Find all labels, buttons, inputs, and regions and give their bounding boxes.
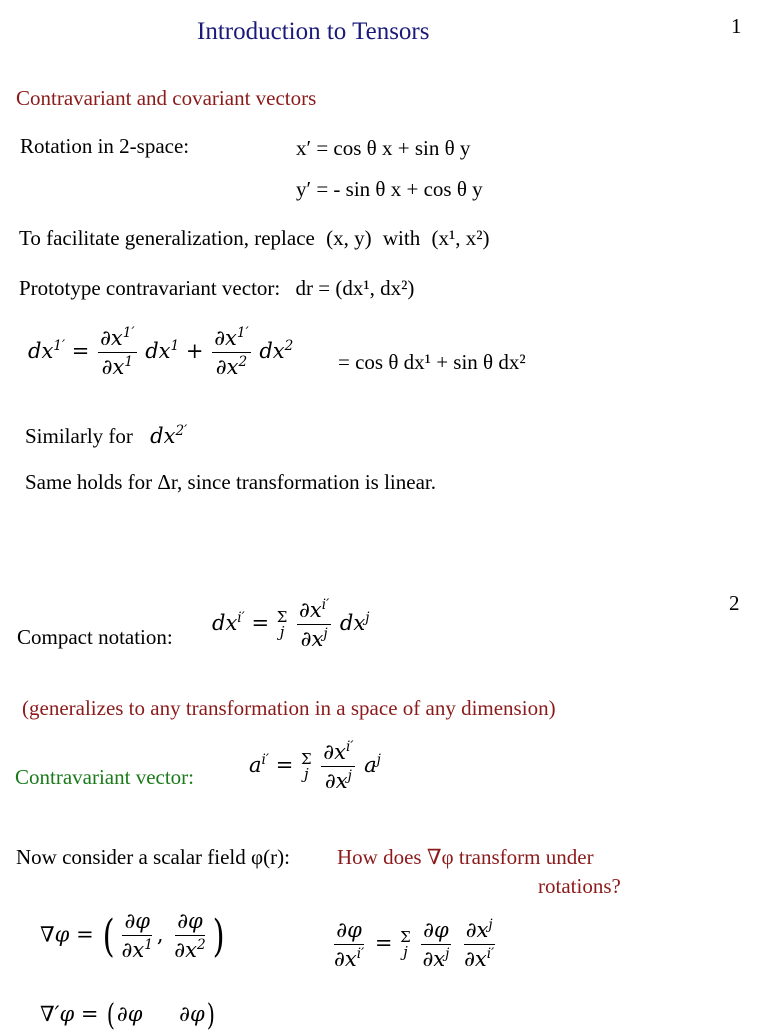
page-number-1: 1	[731, 14, 742, 38]
dx1-prime-equation: $dx^{1'}$ = $\frac{\partial x^{1'}}{\partial x^1}$ $dx^1$ + $\frac{\partial x^{1'}}{\partial x^2}$ $dx^2$	[28, 325, 294, 380]
page-title: Introduction to Tensors	[197, 18, 430, 45]
similarly-text: Similarly for	[25, 424, 133, 448]
dx1-result: = cos θ dx¹ + sin θ dx²	[338, 350, 526, 374]
dx2-prime-symbol: $dx^{2'}$	[150, 423, 188, 448]
generalize-to: (x¹, x²)	[431, 226, 490, 250]
prototype-equation: dr = (dx¹, dx²)	[295, 276, 415, 300]
generalize-from: (x, y)	[326, 226, 372, 250]
prototype-line	[19, 276, 414, 301]
generalize-line	[19, 226, 490, 251]
section-heading: Contravariant and covariant vectors	[16, 86, 317, 110]
question-line-1: How does ∇φ transform under	[337, 845, 594, 869]
rotation-label: Rotation in 2-space:	[20, 134, 190, 158]
scalar-field-text: Now consider a scalar field φ(r):	[16, 845, 290, 869]
rotation-equation-x: x′ = cos θ x + sin θ y	[296, 136, 471, 160]
gradient-prime-equation-partial: ∇′φ = (∂φ ∂φ)	[40, 998, 215, 1033]
generalize-text: To facilitate generalization, replace	[19, 226, 315, 250]
generalizes-note: (generalizes to any transformation in a space of any dimension)	[22, 696, 556, 720]
compact-equation: $dx^{i'}$ = Σ j $\frac{\partial x^{i'}}{\partial x^j}$ $dx^j$	[212, 597, 370, 652]
chain-rule-equation: $\frac{\partial\varphi}{\partial x^{i'}}$ = Σ j $\frac{\partial\varphi}{\partial x^j}$ $\frac{\partial x^j}{\partial x^{i'}}$	[334, 917, 495, 972]
compact-label: Compact notation:	[17, 625, 173, 649]
question-line-2: rotations?	[538, 874, 621, 898]
same-holds-line: Same holds for Δr, since transformation is linear.	[25, 470, 436, 494]
rotation-equation-y: y′ = - sin θ x + cos θ y	[296, 177, 483, 201]
gradient-equation: ∇φ = ( $\frac{\partial\varphi}{\partial x^1}$ , $\frac{\partial\varphi}{\partial x^2}$ )	[40, 909, 225, 963]
page-number-2: 2	[729, 591, 740, 615]
contravariant-equation: $a^{i'}$ = Σ j $\frac{\partial x^{i'}}{\partial x^j}$ $a^j$	[249, 739, 381, 794]
prototype-label: Prototype contravariant vector:	[19, 276, 281, 300]
contravariant-label: Contravariant vector:	[15, 765, 195, 789]
generalize-with: with	[382, 226, 421, 250]
similarly-line	[25, 423, 187, 449]
